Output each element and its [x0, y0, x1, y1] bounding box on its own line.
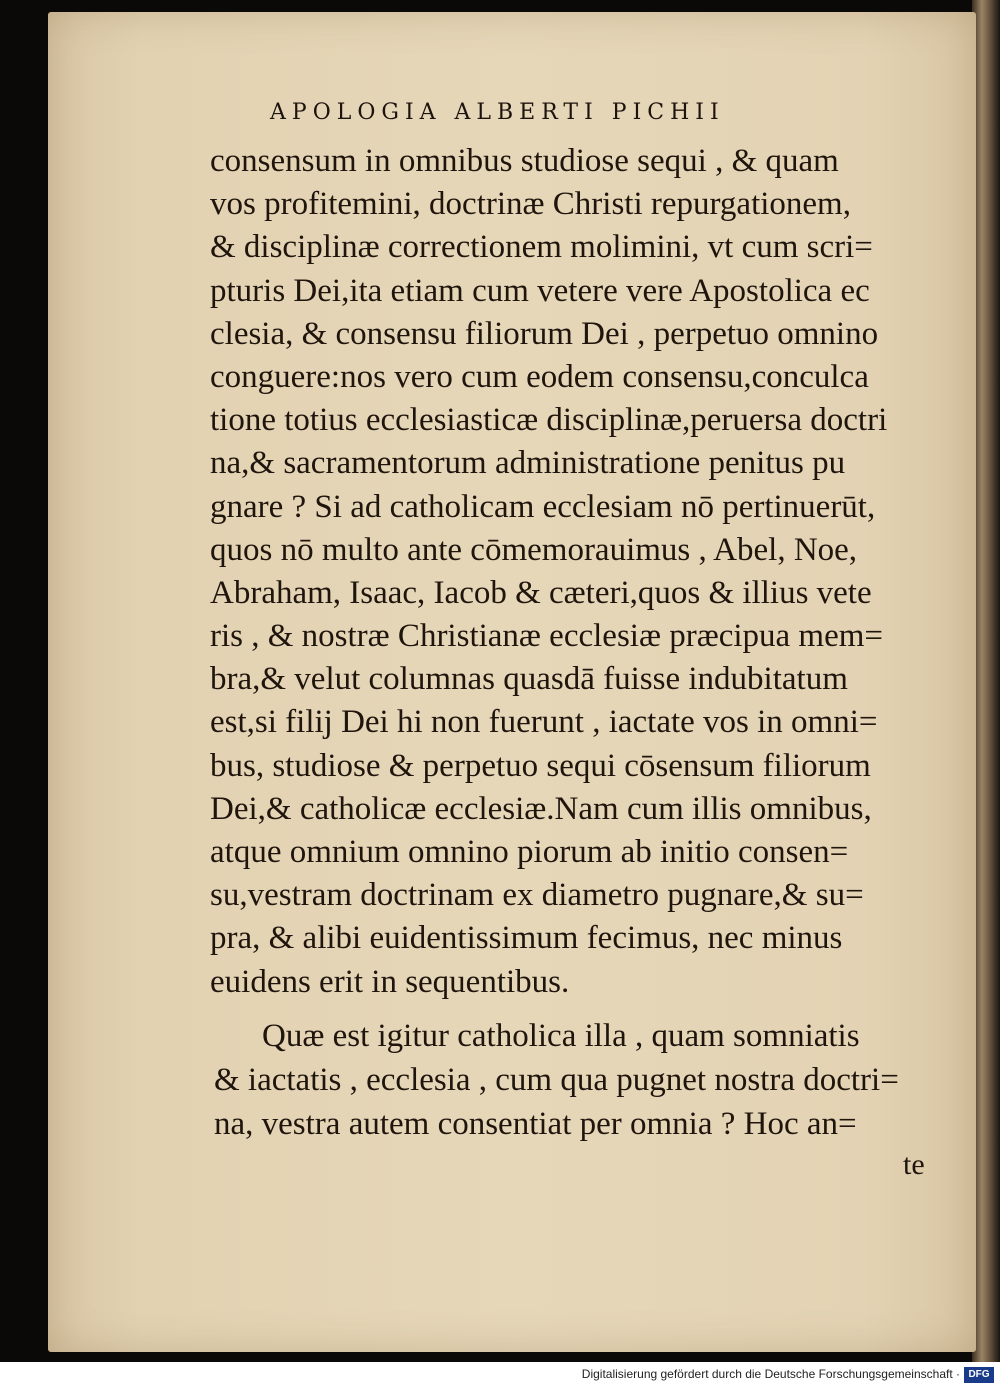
text-line: & iactatis , ecclesia , cum qua pugnet nostra doctri= — [214, 1062, 899, 1098]
paragraph-2 — [214, 1014, 944, 1146]
text-line: bus, studiose & perpetuo sequi cōsensum filiorum — [210, 747, 871, 784]
page-edge — [972, 0, 1000, 1362]
text-line: ris , & nostræ Christianæ ecclesiæ præcipua mem= — [210, 618, 884, 655]
text-line: clesia, & consensu filiorum Dei , perpetuo omnino — [210, 315, 879, 352]
text-line: na, vestra autem consentiat per omnia ? Hoc an= — [214, 1106, 857, 1142]
text-line: su,vestram doctrinam ex diametro pugnare,& su= — [210, 877, 864, 914]
text-line: pturis Dei,ita etiam cum vetere vere Apostolica ec — [210, 272, 870, 309]
text-line: vos profitemini, doctrinæ Christi repurgationem, — [210, 186, 851, 223]
text-line: tione totius ecclesiasticæ disciplinæ,peruersa doctri — [210, 402, 888, 439]
footer-bar — [0, 1362, 1000, 1389]
text-line: gnare ? Si ad catholicam ecclesiam nō pertinuerūt, — [210, 488, 876, 525]
text-line: Quæ est igitur catholica illa , quam somniatis — [262, 1018, 860, 1054]
text-line: Dei,& catholicæ ecclesiæ.Nam cum illis omnibus, — [210, 790, 872, 827]
text-line: bra,& velut columnas quasdā fuisse indubitatum — [210, 661, 848, 698]
text-line: conguere:nos vero cum eodem consensu,conculca — [210, 358, 869, 395]
text-line: consensum in omnibus studiose sequi , & quam — [210, 143, 839, 179]
text-line: & disciplinæ correctionem molimini, vt cum scri= — [210, 229, 873, 266]
catchword: te — [903, 1148, 925, 1181]
text-line: Abraham, Isaac, Iacob & cæteri,quos & illius vete — [210, 574, 872, 611]
text-line: est,si filij Dei hi non fuerunt , iactate vos in omni= — [210, 704, 878, 741]
text-line: quos nō multo ante cōmemorauimus , Abel, Noe, — [210, 531, 858, 568]
paragraph-1 — [210, 140, 940, 1004]
text-line: euidens erit in sequentibus. — [210, 963, 570, 1000]
text-line: atque omnium omnino piorum ab initio consen= — [210, 834, 849, 870]
running-header: APOLOGIA ALBERTI PICHII — [270, 100, 725, 125]
dfg-logo-icon: DFG — [964, 1367, 994, 1383]
footer-credit: Digitalisierung gefördert durch die Deutsche Forschungsgemeinschaft · — [581, 1367, 960, 1381]
text-line: na,& sacramentorum administratione penitus pu — [210, 445, 846, 482]
text-line: pra, & alibi euidentissimum fecimus, nec minus — [210, 920, 843, 957]
